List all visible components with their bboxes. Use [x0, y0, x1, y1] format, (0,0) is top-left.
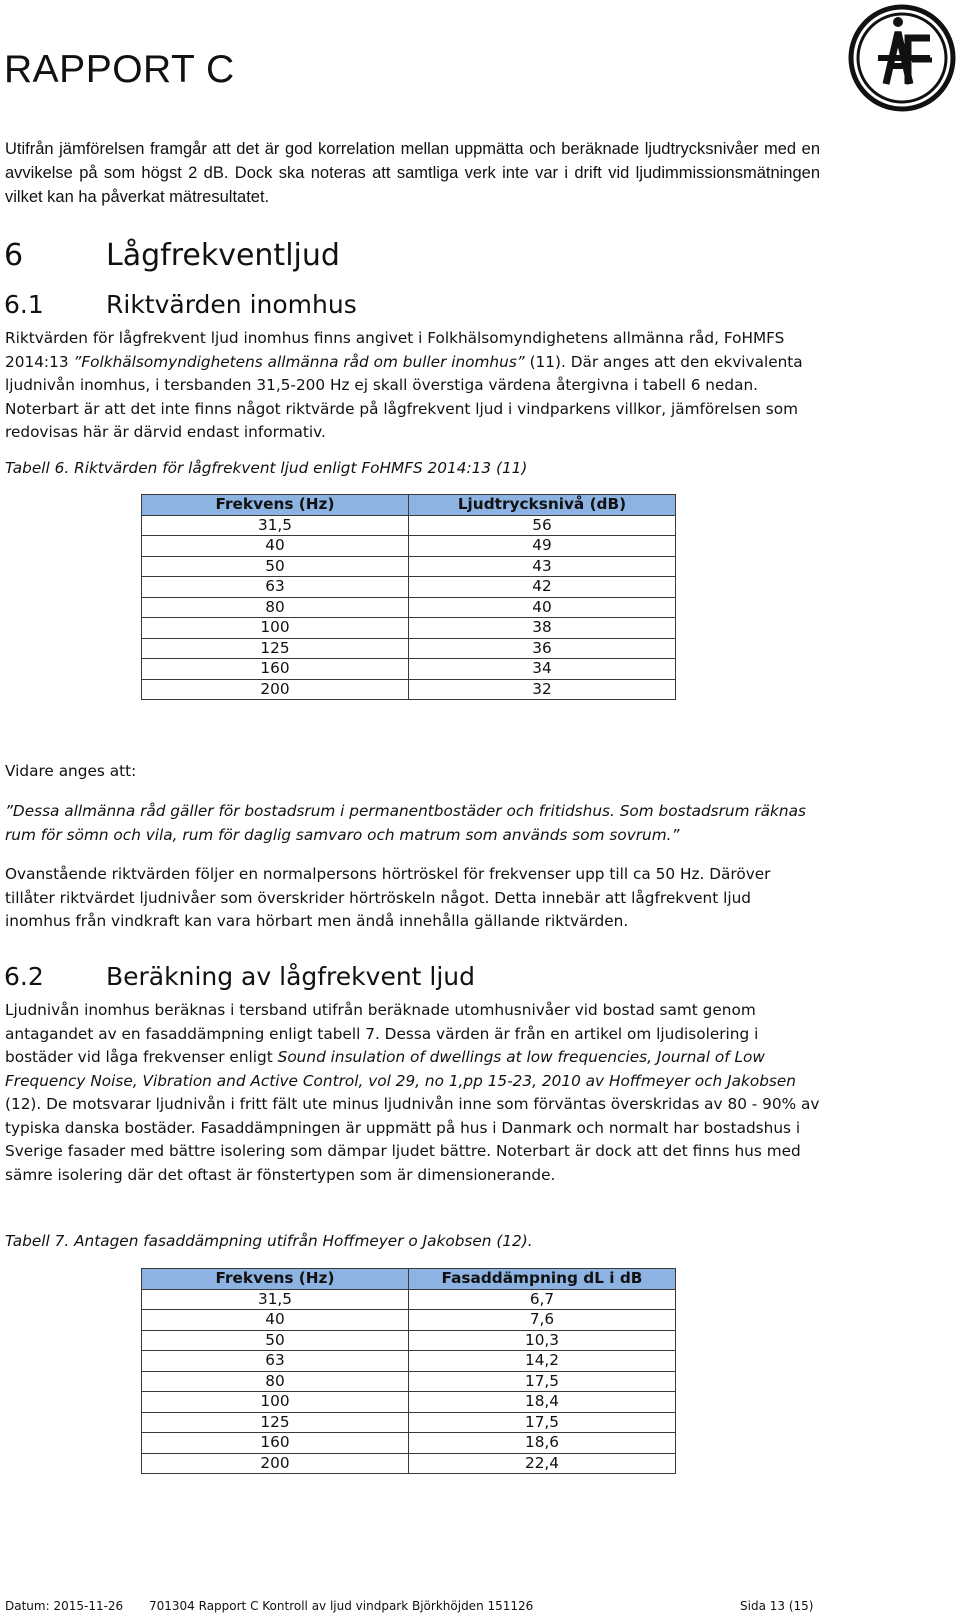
table-cell: 18,4 [409, 1392, 676, 1413]
table-row [142, 1289, 676, 1310]
table-cell: 200 [142, 679, 409, 700]
footer-date: Datum: 2015-11-26 [5, 1599, 124, 1613]
table-row [142, 1310, 676, 1331]
section-title: Riktvärden inomhus [106, 290, 357, 319]
table-cell: 160 [142, 659, 409, 680]
table-row [142, 1392, 676, 1413]
column-header: Ljudtrycksnivå (dB) [409, 495, 676, 516]
table-7-caption [5, 1232, 533, 1250]
table-cell: 10,3 [409, 1330, 676, 1351]
section-number: 6.2 [4, 962, 44, 991]
table-cell: 40 [142, 536, 409, 557]
table-header-row [142, 495, 676, 516]
table-cell: 32 [409, 679, 676, 700]
table-row [142, 1371, 676, 1392]
table-row [142, 1433, 676, 1454]
table-row [142, 638, 676, 659]
table-cell: 18,6 [409, 1433, 676, 1454]
citation-title: Sound insulation of dwellings at low frequencies, Journal of Low Frequency Noise, Vibration and Active Control, vol 29, no 1,pp 15-23, 2010 av Hoffmeyer och Jakobsen [5, 1048, 796, 1090]
column-header: Fasaddämpning dL i dB [409, 1269, 676, 1290]
table-cell: 40 [142, 1310, 409, 1331]
footer-document: 701304 Rapport C Kontroll av ljud vindpark Björkhöjden 151126 [149, 1599, 534, 1613]
table-row [142, 515, 676, 536]
table-row [142, 597, 676, 618]
table-cell: 125 [142, 1412, 409, 1433]
table-row [142, 679, 676, 700]
table-cell: 160 [142, 1433, 409, 1454]
caption-text: Riktvärden för lågfrekvent ljud enligt FoHMFS 2014:13 (11) [69, 459, 528, 477]
table-row [142, 1412, 676, 1433]
section-6-1-paragraph [5, 327, 820, 445]
table-6 [141, 494, 676, 700]
caption-label: Tabell 6. [5, 459, 70, 477]
lead-text: Vidare anges att: [5, 762, 137, 780]
text-span: Riktvärden för lågfrekvent ljud inomhus finns angivet i Folkhälsomyndighetens allmänna råd, FoHMFS 2014:13 [5, 329, 785, 371]
table-cell: 80 [142, 597, 409, 618]
table-cell: 31,5 [142, 1289, 409, 1310]
table-row [142, 536, 676, 557]
table-cell: 6,7 [409, 1289, 676, 1310]
table-row [142, 556, 676, 577]
table-cell: 56 [409, 515, 676, 536]
section-6-heading [4, 238, 340, 273]
section-6-1-heading [4, 290, 357, 319]
table-cell: 40 [409, 597, 676, 618]
table-cell: 42 [409, 577, 676, 598]
table-7 [141, 1268, 676, 1474]
section-number: 6.1 [4, 290, 44, 319]
af-logo-icon [846, 2, 958, 114]
table-row [142, 1453, 676, 1474]
table-cell: 100 [142, 1392, 409, 1413]
table-cell: 17,5 [409, 1412, 676, 1433]
caption-label: Tabell 7. [5, 1232, 70, 1250]
page-title: RAPPORT C [4, 48, 235, 91]
table-cell: 80 [142, 1371, 409, 1392]
table-cell: 7,6 [409, 1310, 676, 1331]
table-cell: 14,2 [409, 1351, 676, 1372]
section-6-2-heading [4, 962, 475, 991]
text-span: Ljudnivån inomhus beräknas i tersband utifrån beräknade utomhusnivåer vid bostad samt genom antagandet av en fasaddämpning enligt tabell 7. Dessa värden är från en artikel om ljudisolering i bostäder vid låga frekvenser enligt [5, 1001, 759, 1066]
table-cell: 63 [142, 577, 409, 598]
table-6-caption [5, 459, 527, 477]
table-cell: 38 [409, 618, 676, 639]
table-cell: 34 [409, 659, 676, 680]
table-header-row [142, 1269, 676, 1290]
table-row [142, 659, 676, 680]
table-row [142, 1351, 676, 1372]
table-cell: 50 [142, 1330, 409, 1351]
table-row [142, 577, 676, 598]
table-cell: 50 [142, 556, 409, 577]
table-cell: 63 [142, 1351, 409, 1372]
table-row [142, 618, 676, 639]
section-number: 6 [4, 238, 24, 273]
citation-title: ”Folkhälsomyndighetens allmänna råd om buller inomhus” [73, 352, 525, 371]
table-cell: 125 [142, 638, 409, 659]
table-cell: 49 [409, 536, 676, 557]
table-row [142, 1330, 676, 1351]
table-cell: 36 [409, 638, 676, 659]
caption-text: Antagen fasaddämpning utifrån Hoffmeyer o Jakobsen (12). [69, 1232, 533, 1250]
intro-paragraph: Utifrån jämförelsen framgår att det är god korrelation mellan uppmätta och beräknade ljudtrycksnivåer med en avvikelse på som högst 2 dB. Dock ska noteras att samtliga verk inte var i drift vid ljudimmissionsmätningen vilket kan ha påverkat mätresultatet. [5, 140, 820, 206]
footer-page-number: Sida 13 (15) [740, 1599, 814, 1613]
column-header: Frekvens (Hz) [142, 1269, 409, 1290]
text-span: (12). De motsvarar ljudnivån i fritt fält ute minus ljudnivån inne som förväntas överskridas av 80 - 90% av typiska danska bostäder. Fasaddämpningen är uppmätt på hus i Danmark och normalt har bostadshus i Sverige fasader med bättre isolering som dämpar ljudet bättre. Noterbart är dock att det finns hus med sämre isolering där det oftast är fönstertypen som är dimensionerande. [5, 1095, 820, 1184]
quote-paragraph: ”Dessa allmänna råd gäller för bostadsrum i permanentbostäder och fritidshus. Som bostadsrum räknas rum för sömn och vila, rum för daglig samvaro och matrum som används som sovrum.” [5, 802, 806, 844]
text-span: (11). Där anges att den ekvivalenta ljudnivån inomhus, i tersbanden 31,5-200 Hz ej skall överstiga värdena återgivna i tabell 6 nedan. Noterbart är att det inte finns något riktvärde på lågfrekvent ljud i vindparkens villkor, jämförelsen som redovisas här är därvid endast informativ. [5, 352, 803, 441]
section-6-2-paragraph [5, 999, 820, 1187]
section-title: Lågfrekventljud [106, 238, 340, 273]
table-cell: 22,4 [409, 1453, 676, 1474]
table-cell: 100 [142, 618, 409, 639]
column-header: Frekvens (Hz) [142, 495, 409, 516]
section-title: Beräkning av lågfrekvent ljud [106, 962, 476, 991]
table-cell: 31,5 [142, 515, 409, 536]
table-cell: 200 [142, 1453, 409, 1474]
table-cell: 17,5 [409, 1371, 676, 1392]
body-paragraph: Ovanstående riktvärden följer en normalpersons hörtröskel för frekvenser upp till ca 50 Hz. Däröver tillåter riktvärdet ljudnivåer som överskrider hörtröskeln något. Detta innebär att lågfrekvent ljud inomhus från vindkraft kan vara hörbart men ändå innehålla gällande riktvärden. [5, 865, 771, 930]
table-cell: 43 [409, 556, 676, 577]
